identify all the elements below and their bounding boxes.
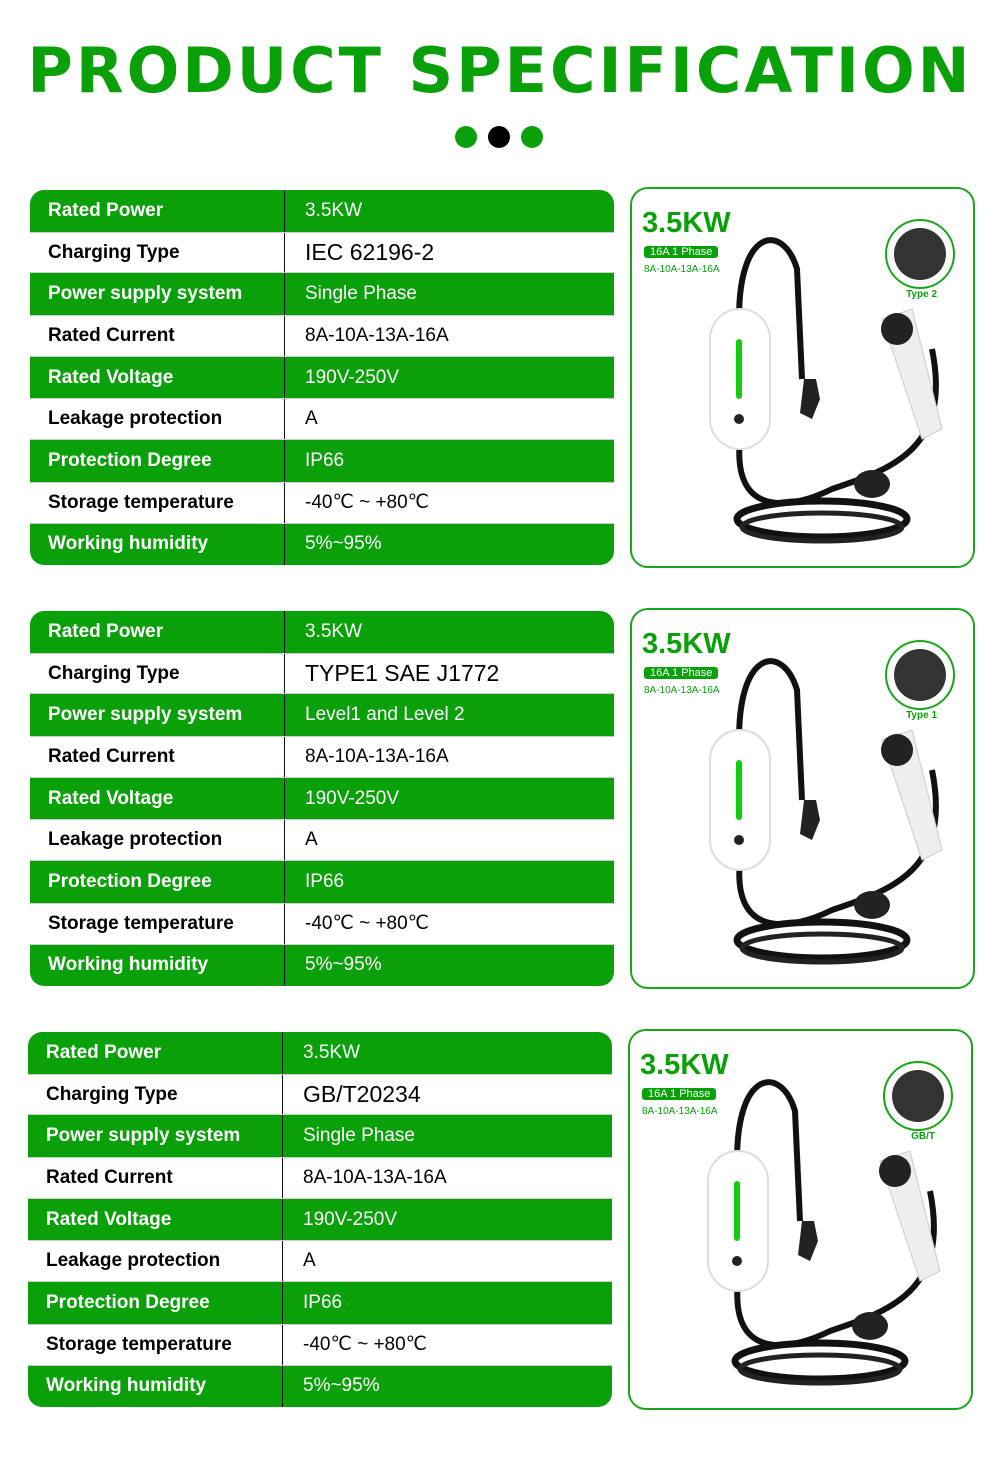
spec-value: A	[284, 399, 318, 439]
spec-value: 190V-250V	[282, 1199, 397, 1241]
spec-value: A	[282, 1241, 316, 1281]
spec-label: Rated Power	[46, 1041, 162, 1063]
spec-value: IP66	[284, 861, 344, 903]
spec-value: Single Phase	[282, 1115, 415, 1157]
connector-icon	[885, 219, 955, 289]
spec-table	[30, 611, 614, 986]
table-row	[28, 1366, 612, 1408]
table-row	[28, 1199, 612, 1241]
power-label: 3.5KW	[640, 1049, 729, 1081]
spec-label: Power supply system	[48, 704, 243, 726]
spec-value: 5%~95%	[284, 945, 382, 987]
decorative-dots	[455, 126, 543, 148]
spec-value: TYPE1 SAE J1772	[284, 654, 499, 694]
power-label: 3.5KW	[642, 207, 731, 239]
spec-label: Working humidity	[46, 1375, 207, 1397]
spec-label: Charging Type	[48, 241, 180, 263]
spec-label: Leakage protection	[46, 1250, 221, 1272]
phase-badge: 16A 1 Phase	[642, 1088, 716, 1100]
power-label: 3.5KW	[642, 628, 731, 660]
spec-value: 3.5KW	[282, 1032, 360, 1074]
spec-label: Working humidity	[48, 954, 209, 976]
spec-label: Storage temperature	[48, 912, 234, 934]
table-row	[30, 524, 614, 566]
spec-label: Rated Power	[48, 199, 164, 221]
spec-label: Rated Power	[48, 620, 164, 642]
table-row	[30, 694, 614, 736]
table-row	[30, 398, 614, 440]
spec-value: 5%~95%	[284, 524, 382, 566]
spec-label: Working humidity	[48, 533, 209, 555]
spec-label: Protection Degree	[48, 449, 212, 471]
connector-label: Type 2	[906, 289, 937, 300]
current-range: 8A-10A-13A-16A	[644, 264, 720, 275]
spec-label: Rated Current	[48, 324, 175, 346]
table-row	[30, 611, 614, 653]
table-row	[30, 482, 614, 524]
spec-table	[30, 190, 614, 565]
connector-label: Type 1	[906, 710, 937, 721]
dot-icon	[488, 126, 510, 148]
spec-label: Leakage protection	[48, 829, 223, 851]
connector-icon	[883, 1061, 953, 1131]
current-range: 8A-10A-13A-16A	[644, 685, 720, 696]
phase-badge: 16A 1 Phase	[644, 667, 718, 679]
spec-label: Leakage protection	[48, 408, 223, 430]
spec-value: -40℃ ~ +80℃	[284, 904, 429, 944]
spec-value: A	[284, 820, 318, 860]
spec-value: -40℃ ~ +80℃	[284, 483, 429, 523]
spec-value: IEC 62196-2	[284, 233, 434, 273]
spec-label: Charging Type	[48, 662, 180, 684]
table-row	[28, 1032, 612, 1074]
phase-badge: 16A 1 Phase	[644, 246, 718, 258]
table-row	[30, 819, 614, 861]
table-row	[30, 653, 614, 695]
spec-value: 8A-10A-13A-16A	[284, 737, 449, 777]
table-row	[30, 190, 614, 232]
spec-label: Protection Degree	[46, 1291, 210, 1313]
table-row	[30, 440, 614, 482]
spec-value: IP66	[284, 440, 344, 482]
spec-label: Power supply system	[46, 1125, 241, 1147]
spec-value: Level1 and Level 2	[284, 694, 465, 736]
current-range: 8A-10A-13A-16A	[642, 1106, 718, 1117]
table-row	[30, 903, 614, 945]
spec-value: Single Phase	[284, 273, 417, 315]
table-row	[28, 1240, 612, 1282]
table-row	[30, 736, 614, 778]
table-row	[30, 232, 614, 274]
spec-label: Rated Voltage	[48, 787, 174, 809]
product-card	[630, 608, 975, 989]
table-row	[28, 1074, 612, 1116]
spec-value: -40℃ ~ +80℃	[282, 1325, 427, 1365]
spec-table	[28, 1032, 612, 1407]
spec-label: Rated Voltage	[46, 1208, 172, 1230]
table-row	[28, 1324, 612, 1366]
spec-label: Storage temperature	[48, 491, 234, 513]
connector-label: GB/T	[911, 1131, 935, 1142]
product-card	[630, 187, 975, 568]
spec-label: Rated Voltage	[48, 366, 174, 388]
spec-label: Power supply system	[48, 283, 243, 305]
spec-value: IP66	[282, 1282, 342, 1324]
spec-label: Rated Current	[46, 1166, 173, 1188]
table-row	[30, 273, 614, 315]
spec-label: Rated Current	[48, 745, 175, 767]
page-title: PRODUCT SPECIFICATION	[27, 34, 973, 107]
spec-value: 3.5KW	[284, 190, 362, 232]
connector-icon	[885, 640, 955, 710]
spec-value: 3.5KW	[284, 611, 362, 653]
table-row	[30, 357, 614, 399]
spec-value: GB/T20234	[282, 1075, 421, 1115]
table-row	[28, 1115, 612, 1157]
dot-icon	[521, 126, 543, 148]
spec-label: Storage temperature	[46, 1333, 232, 1355]
product-card	[628, 1029, 973, 1410]
table-row	[28, 1282, 612, 1324]
spec-value: 8A-10A-13A-16A	[284, 316, 449, 356]
spec-label: Charging Type	[46, 1083, 178, 1105]
table-row	[30, 778, 614, 820]
table-row	[30, 861, 614, 903]
table-row	[30, 315, 614, 357]
spec-value: 8A-10A-13A-16A	[282, 1158, 447, 1198]
spec-value: 5%~95%	[282, 1366, 380, 1408]
spec-value: 190V-250V	[284, 357, 399, 399]
dot-icon	[455, 126, 477, 148]
table-row	[28, 1157, 612, 1199]
spec-value: 190V-250V	[284, 778, 399, 820]
table-row	[30, 945, 614, 987]
spec-label: Protection Degree	[48, 870, 212, 892]
